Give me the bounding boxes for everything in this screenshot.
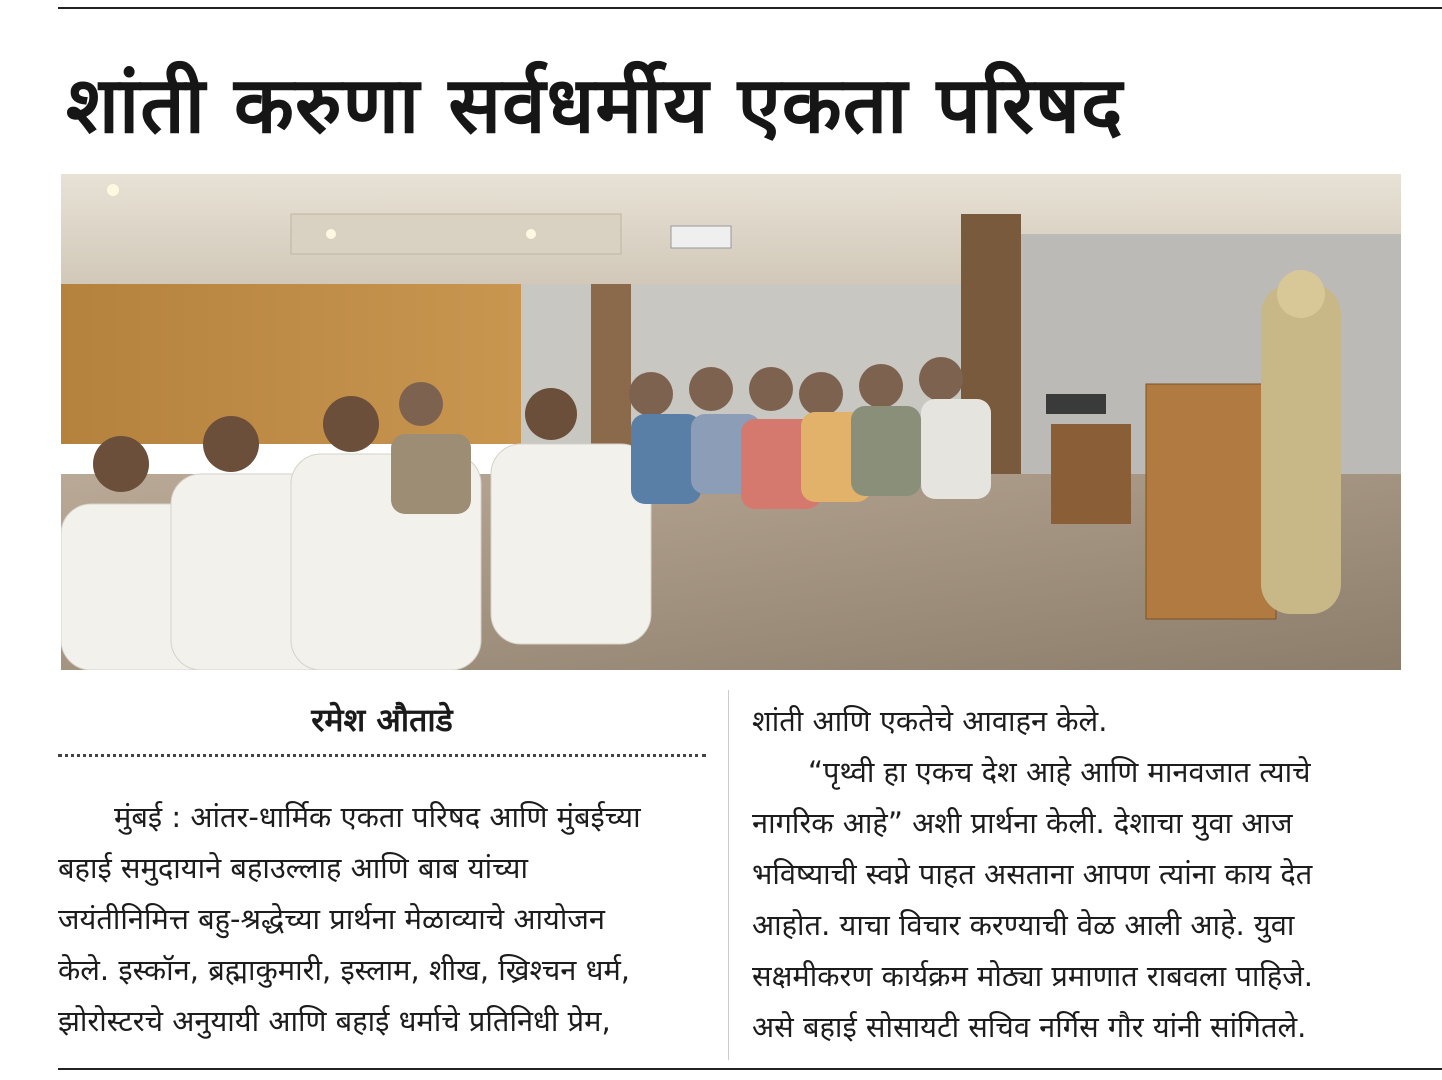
article-column-left xyxy=(58,792,706,1047)
article-line: शांती आणि एकतेचे आवाहन केले. xyxy=(752,704,1108,738)
column-divider xyxy=(728,690,729,1060)
article-line: सक्षमीकरण कार्यक्रम मोठ्या प्रमाणात राबवला पाहिजे. xyxy=(752,959,1313,993)
article-line: बहाई समुदायाने बहाउल्लाह आणि बाब यांच्या xyxy=(58,851,528,885)
article-line: केले. इस्कॉन, ब्रह्माकुमारी, इस्लाम, शीख, ख्रिश्चन धर्म, xyxy=(58,953,631,987)
headline: शांती करुणा सर्वधर्मीय एकता परिषद xyxy=(66,61,1124,151)
article-column-right xyxy=(752,696,1402,1053)
byline: रमेश औताडे xyxy=(311,701,453,739)
news-photo xyxy=(61,174,1401,670)
byline-dotted-rule xyxy=(58,754,706,757)
article-line: भविष्याची स्वप्ने पाहत असताना आपण त्यांना काय देत xyxy=(752,857,1313,891)
article-line: जयंतीनिमित्त बहु-श्रद्धेच्या प्रार्थना मेळाव्याचे आयोजन xyxy=(58,902,605,936)
article-line: आहोत. याचा विचार करण्याची वेळ आली आहे. युवा xyxy=(752,908,1295,942)
article-line: “पृथ्वी हा एकच देश आहे आणि मानवजात त्याचे xyxy=(808,755,1311,789)
bottom-rule xyxy=(58,1068,1442,1070)
article-line: मुंबई : आंतर-धार्मिक एकता परिषद आणि मुंबईच्या xyxy=(114,800,641,834)
article-line: झोरोस्टरचे अनुयायी आणि बहाई धर्माचे प्रतिनिधी प्रेम, xyxy=(58,1004,611,1038)
article-line: असे बहाई सोसायटी सचिव नर्गिस गौर यांनी सांगितले. xyxy=(752,1010,1307,1044)
top-rule xyxy=(58,7,1442,9)
article-line: नागरिक आहे” अशी प्रार्थना केली. देशाचा युवा आज xyxy=(752,806,1293,840)
